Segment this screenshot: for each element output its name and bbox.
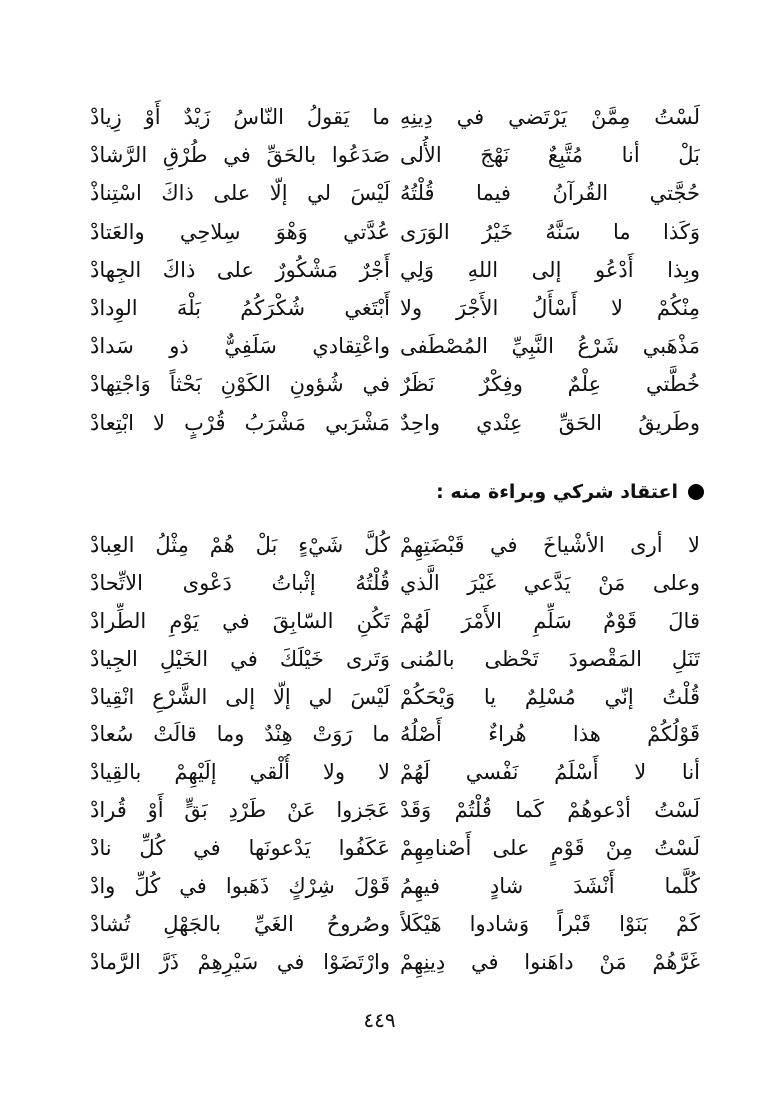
page-number: ٤٤٩ [363,1008,396,1032]
verse-first-hemistich: مِنْكُمْ لا أَسْأَلُ الأَجْرَ ولا [400,295,700,320]
section-title: اعتقاد شركي وبراءة منه : [436,481,678,503]
verse-first-hemistich: وطَريقُ الحَقِّ عِنْدي واحِدٌ [400,410,700,435]
verse-second-hemistich: كُلَّ شَيْءٍ بَلْ هُمْ مِثْلُ العِبادْ [90,533,390,557]
verse-first-hemistich: كَمْ بَنَوْا قَبْراً وَشادوا هَيْكَلاً [400,911,700,936]
verse-second-hemistich: واعْتِقادي سَلَفِيٌّ ذو سَدادْ [90,334,390,359]
verse-first-hemistich: حُجَّتي القُرآنُ فيما قُلْتُهُ [400,181,700,206]
bullet-icon [688,484,704,500]
verse-first-hemistich: أنا لا أَسْلَمُ نَفْسي لَهُمْ [400,760,700,785]
verse-second-hemistich: لَيْسَ لي إلّا على ذاكَ اسْتِناذْ [90,181,390,206]
verse-second-hemistich: وصُروحُ الغَيِّ بالجَهْلِ تُشادْ [90,911,390,936]
verse-first-hemistich: لَسْتُ أدْعوهُمْ كَما قُلْتُمْ وَقَدْ [400,798,700,823]
verse-first-hemistich: قَوْلُكُمْ هذا هُراءٌ أَصْلُهُ [400,722,700,747]
verse-second-hemistich: مَشْرَبي مَشْرَبُ قُرْبٍ لا ابْتِعادْ [90,410,390,435]
section-heading [436,474,704,510]
verse-first-hemistich: غَرَّهُمْ مَنْ داهَنوا في دِينِهِمْ [400,949,700,974]
verse-first-hemistich: تَنَلِ المَقْصودَ تَحْظى بالمُنى [400,646,700,671]
poem-section-1 [90,98,700,442]
verse-second-hemistich: ما رَوَتْ هِنْدٌ وما قالَتْ سُعادْ [90,722,390,747]
verse-first-hemistich: لَسْتُ مِمَّنْ يَرْتَضي في دِينِهِ [400,105,700,129]
verse-second-hemistich: وَتَرى خَيْلَكَ في الخَيْلِ الجِيادْ [90,646,390,671]
verse-first-hemistich: قُلْتُ إنّي مُسْلِمٌ يا وَيْحَكُمْ [400,684,700,709]
verse-second-hemistich: صَدَعُوا بالحَقِّ في طُرْقِ الرَّشادْ [90,143,390,168]
verse-second-hemistich: تَكُنِ السّابِقَ في يَوْمِ الطِّرادْ [90,608,390,633]
verse-second-hemistich: عُدَّتي وَهْوَ سِلاحِي والعَتادْ [90,219,390,244]
verse-second-hemistich: قَوْلَ شِرْكٍ ذَهَبوا في كُلِّ وادْ [90,874,390,899]
verse-first-hemistich: وَكَذا ما سَنَّهُ خَيْرُ الوَرَى [400,219,700,244]
poem-section-2 [90,527,700,982]
verse-first-hemistich: خُطَّتي عِلْمٌ وفِكْرٌ نَظَرٌ [400,372,700,397]
verse-second-hemistich: وارْتَضَوْا في سَيْرِهِمْ ذَرَّ الرَّمادْ [90,949,390,974]
verse-second-hemistich: ما يَقولُ النّاسُ زَيْدٌ أَوْ زِيادْ [90,105,390,129]
verse-first-hemistich: وعلى مَنْ يَدَّعي غَيْرَ الَّذي [400,570,700,595]
verse-first-hemistich: وبِذا أَدْعُو إلى اللهِ وَلِي [400,257,700,282]
verse-second-hemistich: أَجْرٌ مَشْكُورٌ على ذاكَ الجِهادْ [90,257,390,282]
verse-second-hemistich: قُلْتُهُ إثْباتُ دَعْوى الاتِّحادْ [90,570,390,595]
verse-second-hemistich: عَكَفُوا يَدْعونَها في كُلِّ نادْ [90,836,390,861]
verse-second-hemistich: في شُؤونِ الكَوْنِ بَحْثاً وَاجْتِهادْ [90,372,390,397]
verse-second-hemistich: عَجَزوا عَنْ طَرْدِ بَقٍّ أَوْ قُرادْ [90,798,390,823]
verse-second-hemistich: لا ولا أُلْقي إلَيْهِمْ بالقِيادْ [90,760,390,785]
verse-first-hemistich: لا أرى الأشْياخَ في قَبْضَتِهِمْ [400,533,700,557]
verse-first-hemistich: بَلْ أنا مُتَّبِعٌ نَهْجَ الأُلى [400,143,700,168]
verse-first-hemistich: مَذْهَبي شَرْعُ النَّبِيِّ المُصْطَفى [400,334,700,359]
verse-second-hemistich: أَبْتَغي شُكْرَكُمُ بَلْهَ الوِدادْ [90,295,390,320]
verse-first-hemistich: لَسْتُ مِنْ قَوْمٍ على أَصْنامِهِمْ [400,836,700,861]
verse-first-hemistich: قالَ قَوْمٌ سَلِّمِ الأَمْرَ لَهُمْ [400,608,700,633]
verse-first-hemistich: كُلَّما أَنْشَدَ شادٍ فيهِمُ [400,874,700,899]
verse-second-hemistich: لَيْسَ لي إلّا إلى الشَّرْعِ انْقِيادْ [90,684,390,709]
